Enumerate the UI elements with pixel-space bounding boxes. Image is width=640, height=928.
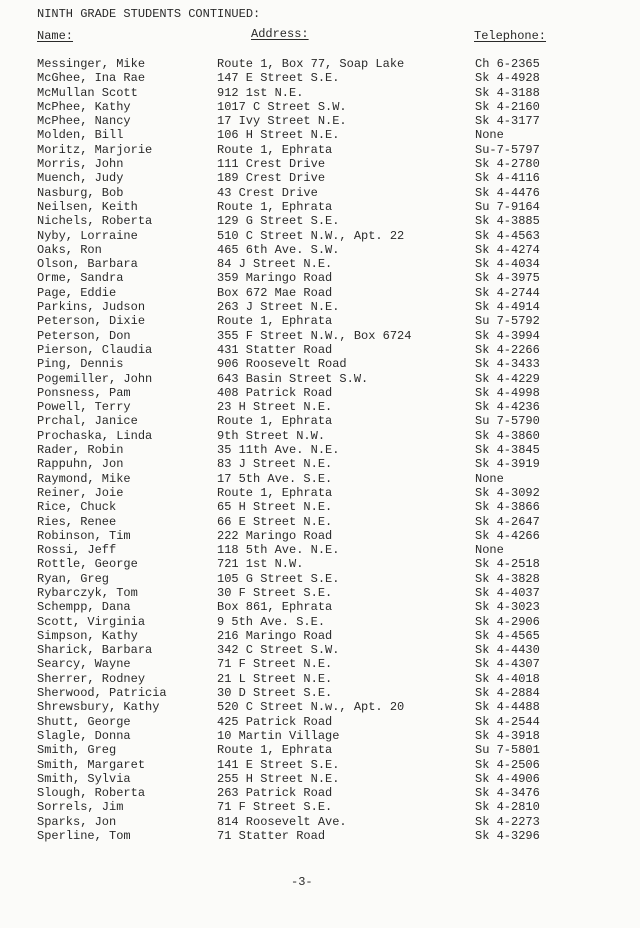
student-name: Sherrer, Rodney <box>37 671 146 686</box>
student-telephone: Sk 4-3994 <box>475 328 540 343</box>
student-address: 643 Basin Street S.W. <box>217 371 369 386</box>
student-name: Sorrels, Jim <box>37 800 124 815</box>
student-telephone: Sk 4-2780 <box>475 157 540 172</box>
student-row <box>0 600 640 614</box>
student-address: 71 F Street N.E. <box>217 657 333 672</box>
student-telephone: Sk 4-3828 <box>475 571 540 586</box>
student-address: 106 H Street N.E. <box>217 128 340 143</box>
student-telephone: Su 7-5790 <box>475 414 540 429</box>
student-row <box>0 457 640 471</box>
student-address: 71 Statter Road <box>217 829 326 844</box>
student-telephone: Sk 4-2273 <box>475 814 540 829</box>
student-row <box>0 543 640 557</box>
student-row <box>0 672 640 686</box>
student-telephone: Sk 4-3860 <box>475 428 540 443</box>
student-name: Nasburg, Bob <box>37 185 124 200</box>
student-row <box>0 443 640 457</box>
student-name: Rossi, Jeff <box>37 543 117 558</box>
student-telephone: Sk 4-4914 <box>475 300 540 315</box>
student-row <box>0 657 640 671</box>
student-row <box>0 243 640 257</box>
student-name: Molden, Bill <box>37 128 124 143</box>
student-row <box>0 500 640 514</box>
student-row <box>0 400 640 414</box>
student-row <box>0 100 640 114</box>
student-telephone: Sk 4-2506 <box>475 757 540 772</box>
student-row <box>0 114 640 128</box>
student-name: Rappuhn, Jon <box>37 457 124 472</box>
student-telephone: Sk 4-2810 <box>475 800 540 815</box>
student-telephone: Sk 4-2266 <box>475 342 540 357</box>
student-name: Ponsness, Pam <box>37 385 131 400</box>
student-address: 189 Crest Drive <box>217 171 326 186</box>
student-address: Route 1, Ephrata <box>217 142 333 157</box>
student-telephone: Sk 4-3866 <box>475 500 540 515</box>
student-telephone: Sk 4-4488 <box>475 700 540 715</box>
student-address: 66 E Street N.E. <box>217 514 333 529</box>
student-name: Nyby, Lorraine <box>37 228 138 243</box>
student-address: 359 Maringo Road <box>217 271 333 286</box>
student-row <box>0 515 640 529</box>
student-telephone: Sk 4-4565 <box>475 628 540 643</box>
student-name: Sperline, Tom <box>37 829 131 844</box>
student-row <box>0 643 640 657</box>
student-name: Simpson, Kathy <box>37 628 138 643</box>
student-address: Box 861, Ephrata <box>217 600 333 615</box>
student-address: 906 Roosevelt Road <box>217 357 347 372</box>
student-name: Smith, Margaret <box>37 757 146 772</box>
student-address: 111 Crest Drive <box>217 157 326 172</box>
student-address: Route 1, Ephrata <box>217 199 333 214</box>
student-row <box>0 715 640 729</box>
student-name: Slough, Roberta <box>37 786 146 801</box>
student-telephone: Sk 4-4116 <box>475 171 540 186</box>
student-telephone: Sk 4-3023 <box>475 600 540 615</box>
student-address: 342 C Street S.W. <box>217 643 340 658</box>
student-telephone: Sk 4-2160 <box>475 99 540 114</box>
student-telephone: Sk 4-2544 <box>475 714 540 729</box>
student-name: Neilsen, Keith <box>37 199 138 214</box>
student-name: Schempp, Dana <box>37 600 131 615</box>
student-address: 721 1st N.W. <box>217 557 304 572</box>
student-address: Route 1, Ephrata <box>217 414 333 429</box>
student-row <box>0 200 640 214</box>
student-row <box>0 414 640 428</box>
student-address: 105 G Street S.E. <box>217 571 340 586</box>
student-name: Sharick, Barbara <box>37 643 153 658</box>
student-telephone: Sk 4-4563 <box>475 228 540 243</box>
student-address: Route 1, Ephrata <box>217 743 333 758</box>
student-name: Ryan, Greg <box>37 571 110 586</box>
student-row <box>0 829 640 843</box>
student-address: 510 C Street N.W., Apt. 22 <box>217 228 405 243</box>
student-row <box>0 343 640 357</box>
student-name: Shrewsbury, Kathy <box>37 700 160 715</box>
student-row <box>0 472 640 486</box>
student-address: 65 H Street N.E. <box>217 500 333 515</box>
student-name: Olson, Barbara <box>37 257 138 272</box>
student-address: 147 E Street S.E. <box>217 71 340 86</box>
student-row <box>0 300 640 314</box>
student-telephone: Sk 4-3975 <box>475 271 540 286</box>
student-row <box>0 171 640 185</box>
student-address: 465 6th Ave. S.W. <box>217 242 340 257</box>
student-name: Prchal, Janice <box>37 414 138 429</box>
student-telephone: Sk 4-3188 <box>475 85 540 100</box>
student-telephone: Sk 4-3092 <box>475 485 540 500</box>
student-name: Ping, Dennis <box>37 357 124 372</box>
student-address: 1017 C Street S.W. <box>217 99 347 114</box>
student-row <box>0 229 640 243</box>
student-name: Sparks, Jon <box>37 814 117 829</box>
page-number: -3- <box>291 875 313 889</box>
student-address: 216 Maringo Road <box>217 628 333 643</box>
student-address: 84 J Street N.E. <box>217 257 333 272</box>
student-telephone: Sk 4-3296 <box>475 829 540 844</box>
student-telephone: Sk 4-3476 <box>475 786 540 801</box>
student-telephone: Sk 4-4307 <box>475 657 540 672</box>
student-address: Route 1, Box 77, Soap Lake <box>217 57 405 71</box>
student-address: 43 Crest Drive <box>217 185 318 200</box>
student-row <box>0 286 640 300</box>
student-address: Route 1, Ephrata <box>217 485 333 500</box>
student-name: Oaks, Ron <box>37 242 102 257</box>
student-name: Slagle, Donna <box>37 728 131 743</box>
student-row <box>0 329 640 343</box>
student-telephone: Sk 4-3885 <box>475 214 540 229</box>
student-address: 118 5th Ave. N.E. <box>217 543 340 558</box>
student-address: 431 Statter Road <box>217 342 333 357</box>
student-telephone: Sk 4-4018 <box>475 671 540 686</box>
student-address: 23 H Street N.E. <box>217 400 333 415</box>
student-name: Smith, Sylvia <box>37 771 131 786</box>
student-address: Box 672 Mae Road <box>217 285 333 300</box>
student-name: Sherwood, Patricia <box>37 686 167 701</box>
student-telephone: Sk 4-4906 <box>475 771 540 786</box>
student-row <box>0 743 640 757</box>
column-header-address: Address: <box>251 27 309 41</box>
student-address: 814 Roosevelt Ave. <box>217 814 347 829</box>
student-address: 21 L Street N.E. <box>217 671 333 686</box>
student-name: Rottle, George <box>37 557 138 572</box>
student-row <box>0 729 640 743</box>
student-name: McPhee, Kathy <box>37 99 131 114</box>
student-row <box>0 815 640 829</box>
student-row <box>0 372 640 386</box>
student-row <box>0 786 640 800</box>
student-name: Rybarczyk, Tom <box>37 585 138 600</box>
student-address: 35 11th Ave. N.E. <box>217 443 340 458</box>
student-row <box>0 71 640 85</box>
student-address: 520 C Street N.w., Apt. 20 <box>217 700 405 715</box>
student-address: 129 G Street S.E. <box>217 214 340 229</box>
student-list <box>0 57 640 843</box>
student-row <box>0 271 640 285</box>
student-telephone: Sk 4-3177 <box>475 114 540 129</box>
student-name: Pierson, Claudia <box>37 342 153 357</box>
student-telephone: Su 7-5801 <box>475 743 540 758</box>
student-name: Robinson, Tim <box>37 528 131 543</box>
student-row <box>0 86 640 100</box>
student-row <box>0 700 640 714</box>
student-address: 263 Patrick Road <box>217 786 333 801</box>
student-telephone: Sk 4-3918 <box>475 728 540 743</box>
student-address: 10 Martin Village <box>217 728 340 743</box>
student-row <box>0 357 640 371</box>
student-name: Messinger, Mike <box>37 57 146 71</box>
student-telephone: Sk 4-2884 <box>475 686 540 701</box>
student-address: 71 F Street S.E. <box>217 800 333 815</box>
student-row <box>0 572 640 586</box>
student-name: Morris, John <box>37 157 124 172</box>
student-telephone: Sk 4-3845 <box>475 443 540 458</box>
student-row <box>0 758 640 772</box>
student-name: Ries, Renee <box>37 514 117 529</box>
student-name: Orme, Sandra <box>37 271 124 286</box>
student-name: Prochaska, Linda <box>37 428 153 443</box>
student-telephone: Sk 4-4928 <box>475 71 540 86</box>
student-address: Route 1, Ephrata <box>217 314 333 329</box>
student-telephone: Sk 4-2647 <box>475 514 540 529</box>
student-address: 912 1st N.E. <box>217 85 304 100</box>
student-name: Peterson, Dixie <box>37 314 146 329</box>
student-address: 9 5th Ave. S.E. <box>217 614 326 629</box>
student-telephone: None <box>475 128 504 143</box>
student-address: 17 Ivy Street N.E. <box>217 114 347 129</box>
student-name: Searcy, Wayne <box>37 657 131 672</box>
student-row <box>0 586 640 600</box>
student-address: 141 E Street S.E. <box>217 757 340 772</box>
student-name: McGhee, Ina Rae <box>37 71 146 86</box>
student-row <box>0 800 640 814</box>
student-row <box>0 686 640 700</box>
student-address: 222 Maringo Road <box>217 528 333 543</box>
student-row <box>0 214 640 228</box>
student-telephone: Sk 4-3919 <box>475 457 540 472</box>
student-telephone: Su-7-5797 <box>475 142 540 157</box>
student-name: McMullan Scott <box>37 85 138 100</box>
student-address: 408 Patrick Road <box>217 385 333 400</box>
student-name: Peterson, Don <box>37 328 131 343</box>
student-telephone: Sk 4-4236 <box>475 400 540 415</box>
student-telephone: Sk 4-2906 <box>475 614 540 629</box>
student-address: 425 Patrick Road <box>217 714 333 729</box>
student-row <box>0 529 640 543</box>
student-row <box>0 157 640 171</box>
student-telephone: Sk 4-4034 <box>475 257 540 272</box>
student-name: McPhee, Nancy <box>37 114 131 129</box>
student-telephone: Su 7-5792 <box>475 314 540 329</box>
student-row <box>0 629 640 643</box>
student-name: Pogemiller, John <box>37 371 153 386</box>
student-row <box>0 486 640 500</box>
student-name: Scott, Virginia <box>37 614 146 629</box>
student-telephone: Sk 4-2744 <box>475 285 540 300</box>
student-row <box>0 128 640 142</box>
student-telephone: Sk 4-3433 <box>475 357 540 372</box>
student-name: Raymond, Mike <box>37 471 131 486</box>
student-telephone: Sk 4-4274 <box>475 242 540 257</box>
student-name: Rader, Robin <box>37 443 124 458</box>
student-name: Powell, Terry <box>37 400 131 415</box>
student-telephone: Ch 6-2365 <box>475 57 540 71</box>
student-telephone: Sk 4-4476 <box>475 185 540 200</box>
student-name: Page, Eddie <box>37 285 117 300</box>
student-row <box>0 143 640 157</box>
column-header-name: Name: <box>37 29 74 43</box>
student-name: Reiner, Joie <box>37 485 124 500</box>
student-address: 30 F Street S.E. <box>217 585 333 600</box>
student-address: 9th Street N.W. <box>217 428 326 443</box>
student-row <box>0 615 640 629</box>
student-address: 83 J Street N.E. <box>217 457 333 472</box>
student-row <box>0 772 640 786</box>
student-telephone: Sk 4-4037 <box>475 585 540 600</box>
student-row <box>0 429 640 443</box>
student-name: Smith, Greg <box>37 743 117 758</box>
student-name: Nichels, Roberta <box>37 214 153 229</box>
student-address: 263 J Street N.E. <box>217 300 340 315</box>
student-row <box>0 186 640 200</box>
student-address: 17 5th Ave. S.E. <box>217 471 333 486</box>
column-header-telephone: Telephone: <box>474 29 547 43</box>
student-telephone: Sk 4-4998 <box>475 385 540 400</box>
student-address: 255 H Street N.E. <box>217 771 340 786</box>
student-telephone: Sk 4-4430 <box>475 643 540 658</box>
student-row <box>0 57 640 71</box>
student-address: 355 F Street N.W., Box 6724 <box>217 328 412 343</box>
student-name: Moritz, Marjorie <box>37 142 153 157</box>
student-telephone: Sk 4-4229 <box>475 371 540 386</box>
student-name: Shutt, George <box>37 714 131 729</box>
student-address: 30 D Street S.E. <box>217 686 333 701</box>
student-telephone: Su 7-9164 <box>475 199 540 214</box>
student-telephone: Sk 4-4266 <box>475 528 540 543</box>
student-row <box>0 257 640 271</box>
student-telephone: Sk 4-2518 <box>475 557 540 572</box>
student-row <box>0 386 640 400</box>
student-name: Rice, Chuck <box>37 500 117 515</box>
student-telephone: None <box>475 543 504 558</box>
student-name: Muench, Judy <box>37 171 124 186</box>
student-row <box>0 314 640 328</box>
student-row <box>0 557 640 571</box>
student-telephone: None <box>475 471 504 486</box>
page-title: NINTH GRADE STUDENTS CONTINUED: <box>37 7 261 21</box>
student-name: Parkins, Judson <box>37 300 146 315</box>
